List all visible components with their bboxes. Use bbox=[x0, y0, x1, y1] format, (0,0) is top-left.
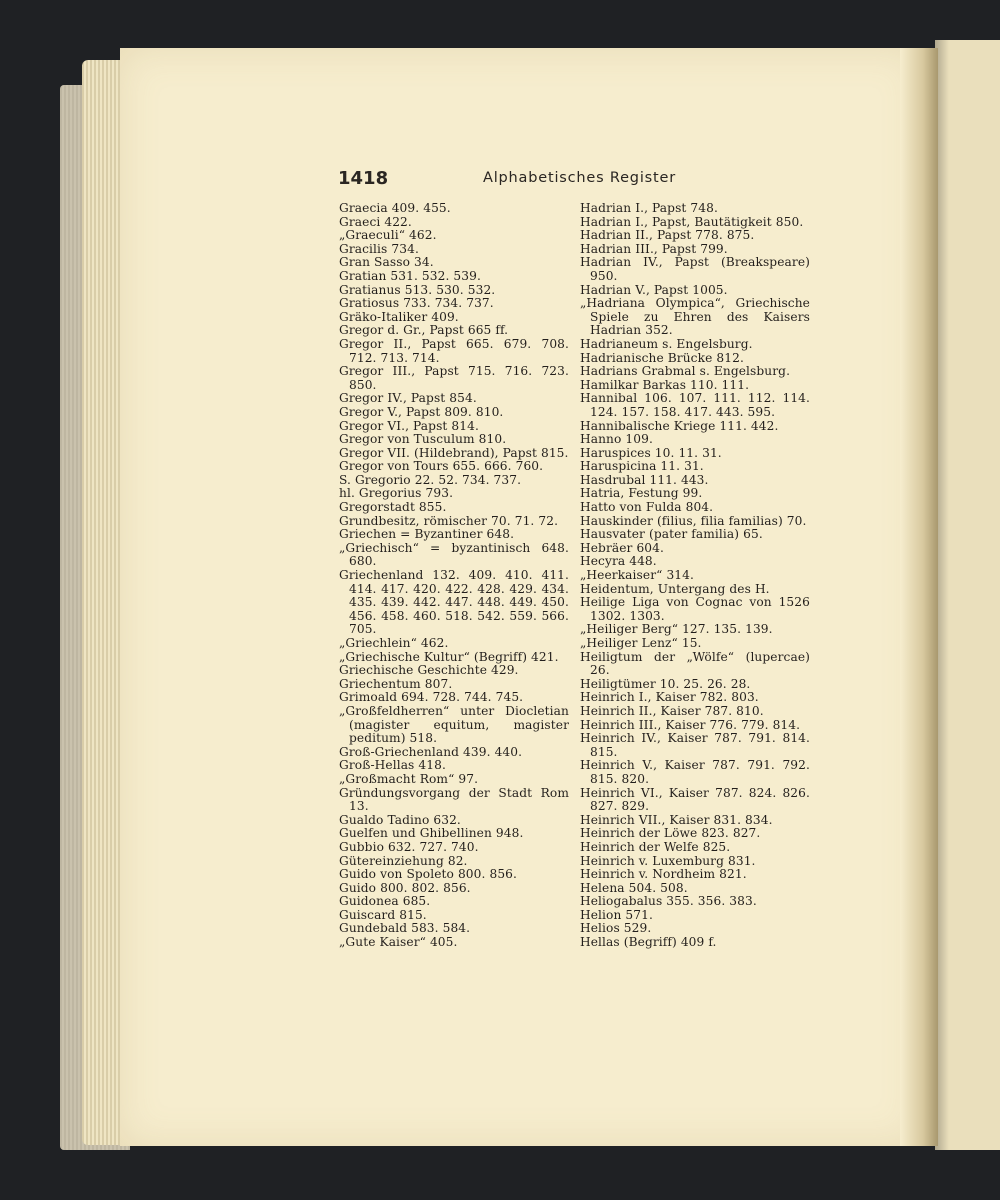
index-entry: „Hadriana Olympica“, Griechische Spiele zu Ehren des Kaisers Hadrian 352. bbox=[580, 296, 810, 338]
index-entry: „Heerkaiser“ 314. bbox=[580, 568, 694, 583]
index-entry: Grundbesitz, römischer 70. 71. 72. bbox=[339, 513, 559, 528]
index-entry: hl. Gregorius 793. bbox=[339, 486, 454, 501]
index-entry: Heinrich V., Kaiser 787. 791. 792. 815. 820. bbox=[580, 758, 810, 786]
index-entry: „Heiliger Lenz“ 15. bbox=[580, 636, 702, 650]
index-entry: Gräko-Italiker 409. bbox=[339, 309, 459, 324]
index-entry: Heinrich II., Kaiser 787. 810. bbox=[580, 703, 764, 718]
index-entry: Groß-Hellas 418. bbox=[339, 758, 446, 773]
index-entry: Heinrich VI., Kaiser 787. 824. 826. 827. 829. bbox=[580, 785, 810, 814]
index-entry: Hadrian III., Papst 799. bbox=[580, 241, 728, 256]
running-head: Alphabetisches Register bbox=[483, 170, 676, 186]
index-entry: „Griechisch“ = byzantinisch 648. 680. bbox=[339, 540, 569, 569]
index-entry: Gregor VI., Papst 814. bbox=[339, 418, 479, 433]
index-entry: Heinrich der Welfe 825. bbox=[580, 839, 731, 854]
index-entry: „Griechische Kultur“ (Begriff) 421. bbox=[339, 649, 559, 664]
index-entry: Helena 504. 508. bbox=[580, 880, 688, 895]
page-number: 1418 bbox=[338, 168, 389, 189]
index-entry: „Gute Kaiser“ 405. bbox=[339, 935, 458, 950]
index-entry: Heinrich der Löwe 823. 827. bbox=[580, 826, 761, 841]
index-entry: Hadrian IV., Papst (Breakspeare) 950. bbox=[580, 255, 810, 283]
index-entry: Heiligtümer 10. 25. 26. 28. bbox=[580, 676, 751, 691]
index-entry: Guido von Spoleto 800. 856. bbox=[339, 867, 517, 882]
index-entry: Graecia 409. 455. bbox=[339, 201, 451, 215]
index-entry: Gratiosus 733. 734. 737. bbox=[339, 296, 494, 311]
index-entry: Hecyra 448. bbox=[580, 554, 657, 569]
index-entry: Gracilis 734. bbox=[339, 241, 419, 256]
index-entry: Heinrich III., Kaiser 776. 779. 814. bbox=[580, 717, 801, 732]
index-entry: Heliogabalus 355. 356. 383. bbox=[580, 894, 757, 909]
index-entry: Guidonea 685. bbox=[339, 894, 431, 909]
index-entry: „Großmacht Rom“ 97. bbox=[339, 771, 479, 786]
index-entry: Heidentum, Untergang des H. bbox=[580, 581, 770, 596]
index-column-left bbox=[339, 202, 569, 950]
index-entry: Gregorstadt 855. bbox=[339, 500, 447, 515]
index-entry: Hadrianische Brücke 812. bbox=[580, 350, 744, 365]
index-entry: S. Gregorio 22. 52. 734. 737. bbox=[339, 472, 522, 487]
index-entry: Helion 571. bbox=[580, 907, 653, 922]
index-entry: Guiscard 815. bbox=[339, 907, 427, 922]
index-entry: Hatria, Festung 99. bbox=[580, 486, 703, 501]
index-entry: Hadrianeum s. Engelsburg. bbox=[580, 336, 753, 351]
index-entry: Guido 800. 802. 856. bbox=[339, 880, 471, 895]
index-entry: Hadrian V., Papst 1005. bbox=[580, 282, 728, 297]
index-entry: Gregor III., Papst 715. 716. 723. 850. bbox=[339, 364, 569, 392]
index-entry: Gütereinziehung 82. bbox=[339, 853, 468, 868]
index-entry: Heinrich I., Kaiser 782. 803. bbox=[580, 690, 759, 705]
index-entry: Hamilkar Barkas 110. 111. bbox=[580, 377, 750, 392]
index-entry: Hauskinder (filius, filia familias) 70. bbox=[580, 513, 807, 528]
index-entry: Gundebald 583. 584. bbox=[339, 921, 471, 936]
index-entry: Heinrich IV., Kaiser 787. 791. 814. 815. bbox=[580, 731, 810, 759]
index-entry: Hanno 109. bbox=[580, 432, 653, 447]
book-gutter bbox=[900, 48, 938, 1146]
index-entry: Hebräer 604. bbox=[580, 540, 664, 555]
index-entry: Hatto von Fulda 804. bbox=[580, 500, 714, 515]
index-entry: Heiligtum der „Wölfe“ (lupercae) 26. bbox=[580, 649, 810, 678]
index-entry: Hannibal 106. 107. 111. 112. 114. 124. 157. 158. 417. 443. 595. bbox=[580, 391, 810, 419]
index-entry: Hausvater (pater familia) 65. bbox=[580, 527, 763, 542]
index-entry: Hasdrubal 111. 443. bbox=[580, 472, 709, 487]
index-entry: Griechen = Byzantiner 648. bbox=[339, 527, 515, 542]
index-entry: Hadrians Grabmal s. Engelsburg. bbox=[580, 364, 791, 379]
index-entry: Hadrian I., Papst, Bautätigkeit 850. bbox=[580, 214, 804, 229]
index-entry: Hannibalische Kriege 111. 442. bbox=[580, 418, 779, 433]
index-entry: Heinrich v. Luxemburg 831. bbox=[580, 853, 756, 868]
index-entry: „Großfeldherren“ unter Diocletian (magister equitum, magister peditum) 518. bbox=[339, 703, 569, 746]
index-entry: „Griechlein“ 462. bbox=[339, 636, 449, 650]
index-entry: Gregor VII. (Hildebrand), Papst 815. bbox=[339, 445, 569, 460]
index-entry: „Graeculi“ 462. bbox=[339, 228, 437, 243]
index-entry: Hadrian I., Papst 748. bbox=[580, 201, 718, 215]
index-entry: Heinrich VII., Kaiser 831. 834. bbox=[580, 812, 773, 827]
index-entry: Gran Sasso 34. bbox=[339, 255, 434, 270]
index-entry: Hellas (Begriff) 409 f. bbox=[580, 935, 717, 950]
index-column-right bbox=[580, 202, 810, 950]
index-entry: Griechentum 807. bbox=[339, 676, 453, 691]
index-entry: Groß-Griechenland 439. 440. bbox=[339, 744, 523, 759]
index-entry: Gubbio 632. 727. 740. bbox=[339, 839, 479, 854]
index-entry: Gregor II., Papst 665. 679. 708. 712. 713. 714. bbox=[339, 336, 569, 365]
index-entry: Heilige Liga von Cognac von 1526 1302. 1303. bbox=[580, 595, 810, 623]
index-entry: Hadrian II., Papst 778. 875. bbox=[580, 228, 755, 243]
index-entry: Gregor von Tours 655. 666. 760. bbox=[339, 459, 544, 474]
index-entry: Gualdo Tadino 632. bbox=[339, 812, 461, 827]
index-entry: Gregor IV., Papst 854. bbox=[339, 391, 477, 406]
index-entry: Graeci 422. bbox=[339, 214, 412, 229]
index-entry: Griechenland 132. 409. 410. 411. 414. 417. 420. 422. 428. 429. 434. 435. 439. 442. 447. 448. 449. 450. 456. 458. 460. 518. 542. 559. 566. 705. bbox=[339, 568, 569, 637]
index-entry: Gregor von Tusculum 810. bbox=[339, 432, 507, 447]
index-entry: Haruspicina 11. 31. bbox=[580, 459, 704, 474]
index-entry: Gratianus 513. 530. 532. bbox=[339, 282, 496, 297]
index-entry: Helios 529. bbox=[580, 921, 652, 936]
index-entry: Gregor V., Papst 809. 810. bbox=[339, 404, 504, 419]
index-entry: Gründungsvorgang der Stadt Rom 13. bbox=[339, 785, 569, 814]
index-entry: „Heiliger Berg“ 127. 135. 139. bbox=[580, 622, 773, 637]
index-entry: Gratian 531. 532. 539. bbox=[339, 268, 481, 283]
index-entry: Heinrich v. Nordheim 821. bbox=[580, 867, 747, 882]
index-entry: Grimoald 694. 728. 744. 745. bbox=[339, 690, 524, 705]
index-entry: Guelfen und Ghibellinen 948. bbox=[339, 826, 524, 841]
index-entry: Gregor d. Gr., Papst 665 ff. bbox=[339, 323, 509, 338]
index-entry: Haruspices 10. 11. 31. bbox=[580, 445, 722, 460]
facing-page-shadow bbox=[935, 40, 1000, 1150]
index-entry: Griechische Geschichte 429. bbox=[339, 663, 519, 678]
